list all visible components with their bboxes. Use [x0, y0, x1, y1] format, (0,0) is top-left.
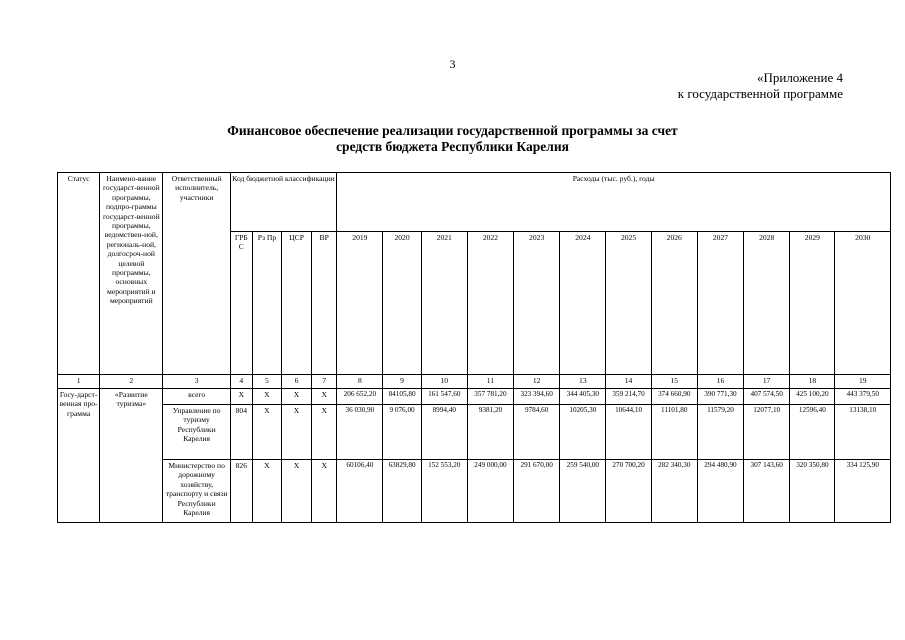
row-value: 13138,10 — [835, 405, 891, 460]
header-code-rzpr: Рз Пр — [252, 232, 281, 375]
header-code-csr: ЦСР — [281, 232, 311, 375]
column-index: 19 — [835, 375, 891, 389]
header-year: 2029 — [790, 232, 835, 375]
row-value: 294 480,90 — [697, 460, 743, 523]
row-value: 9784,60 — [514, 405, 560, 460]
row-value: 206 652,20 — [337, 389, 383, 405]
row-code: Х — [252, 460, 281, 523]
row-code: Х — [281, 405, 311, 460]
header-row-1 — [58, 173, 891, 232]
row-value: 10205,30 — [560, 405, 606, 460]
row-value: 9 076,00 — [383, 405, 421, 460]
page-number: 3 — [449, 57, 456, 71]
row-value: 270 700,20 — [606, 460, 651, 523]
budget-table — [57, 172, 891, 523]
header-year: 2022 — [467, 232, 513, 375]
row-value: 357 781,20 — [467, 389, 513, 405]
header-year: 2020 — [383, 232, 421, 375]
row-value: 259 540,00 — [560, 460, 606, 523]
row-code: 826 — [230, 460, 252, 523]
header-year: 2025 — [606, 232, 651, 375]
column-index: 13 — [560, 375, 606, 389]
header-expenses: Расходы (тыс. руб.), годы — [337, 173, 891, 232]
row-code: Х — [252, 405, 281, 460]
column-index: 11 — [467, 375, 513, 389]
header-year: 2030 — [835, 232, 891, 375]
row-code: Х — [230, 389, 252, 405]
row-code: Х — [252, 389, 281, 405]
appendix-header — [678, 70, 843, 102]
title-line-2: средств бюджета Республики Карелия — [336, 139, 569, 154]
column-index: 5 — [252, 375, 281, 389]
column-index: 7 — [312, 375, 337, 389]
header-year: 2021 — [421, 232, 467, 375]
column-index: 9 — [383, 375, 421, 389]
column-index: 12 — [514, 375, 560, 389]
column-index: 3 — [163, 375, 230, 389]
row-code: Х — [312, 460, 337, 523]
row-executor: Управление по туризму Республики Карелия — [163, 405, 230, 460]
column-index: 14 — [606, 375, 651, 389]
row-program-name: «Развитие туризма» — [100, 389, 163, 523]
row-value: 323 394,60 — [514, 389, 560, 405]
column-index: 4 — [230, 375, 252, 389]
row-value: 36 030,90 — [337, 405, 383, 460]
row-value: 161 547,60 — [421, 389, 467, 405]
row-value: 12596,40 — [790, 405, 835, 460]
appendix-line-1: «Приложение 4 — [756, 70, 843, 85]
row-value: 344 405,30 — [560, 389, 606, 405]
column-index: 15 — [651, 375, 697, 389]
column-index: 1 — [58, 375, 100, 389]
appendix-line-2: к государственной программе — [677, 86, 843, 101]
row-value: 374 660,90 — [651, 389, 697, 405]
row-value: 291 670,00 — [514, 460, 560, 523]
table-row-road-ministry — [58, 460, 891, 523]
row-value: 84105,80 — [383, 389, 421, 405]
column-index: 17 — [744, 375, 790, 389]
header-code-vr: ВР — [312, 232, 337, 375]
header-year: 2027 — [697, 232, 743, 375]
row-value: 425 100,20 — [790, 389, 835, 405]
table-row-total — [58, 389, 891, 405]
header-year: 2026 — [651, 232, 697, 375]
row-executor: всего — [163, 389, 230, 405]
column-index: 10 — [421, 375, 467, 389]
column-index: 2 — [100, 375, 163, 389]
row-value: 320 350,80 — [790, 460, 835, 523]
header-year: 2028 — [744, 232, 790, 375]
column-index: 8 — [337, 375, 383, 389]
column-index: 16 — [697, 375, 743, 389]
header-executor: Ответственный исполнитель, участники — [163, 173, 230, 375]
row-value: 334 125,90 — [835, 460, 891, 523]
row-value: 63829,80 — [383, 460, 421, 523]
row-value: 152 553,20 — [421, 460, 467, 523]
row-code: Х — [312, 389, 337, 405]
row-value: 60106,40 — [337, 460, 383, 523]
column-index: 6 — [281, 375, 311, 389]
header-budget-code: Код бюджетной классификации — [230, 173, 337, 232]
row-value: 9381,20 — [467, 405, 513, 460]
row-code: Х — [281, 460, 311, 523]
row-code: Х — [281, 389, 311, 405]
title-line-1: Финансовое обеспечение реализации государственной программы за счет — [227, 123, 678, 138]
column-index-row — [58, 375, 891, 389]
row-value: 249 000,00 — [467, 460, 513, 523]
row-executor: Министерство по дорожному хозяйству, транспорту и связи Республики Карелия — [163, 460, 230, 523]
header-name: Наимено-вание государст-венной программы, подпро-граммы государст-венной программы, ведомствен-ной, региональ-ной, долгосроч-ной целевой программы, основных мероприятий и мероприятий — [100, 173, 163, 375]
row-value: 307 143,60 — [744, 460, 790, 523]
row-value: 11579,20 — [697, 405, 743, 460]
header-code-grbs: ГРБ С — [230, 232, 252, 375]
row-value: 443 379,50 — [835, 389, 891, 405]
table-row-tourism-office — [58, 405, 891, 460]
header-year: 2019 — [337, 232, 383, 375]
header-year: 2024 — [560, 232, 606, 375]
row-value: 10644,10 — [606, 405, 651, 460]
row-code: 804 — [230, 405, 252, 460]
row-status: Госу-дарст-венная про-грамма — [58, 389, 100, 523]
row-value: 12077,10 — [744, 405, 790, 460]
header-year: 2023 — [514, 232, 560, 375]
row-value: 11101,80 — [651, 405, 697, 460]
row-value: 390 771,30 — [697, 389, 743, 405]
document-title — [0, 123, 905, 155]
row-value: 282 340,30 — [651, 460, 697, 523]
row-value: 407 574,50 — [744, 389, 790, 405]
header-status: Статус — [58, 173, 100, 375]
row-code: Х — [312, 405, 337, 460]
row-value: 8994,40 — [421, 405, 467, 460]
column-index: 18 — [790, 375, 835, 389]
row-value: 359 214,70 — [606, 389, 651, 405]
